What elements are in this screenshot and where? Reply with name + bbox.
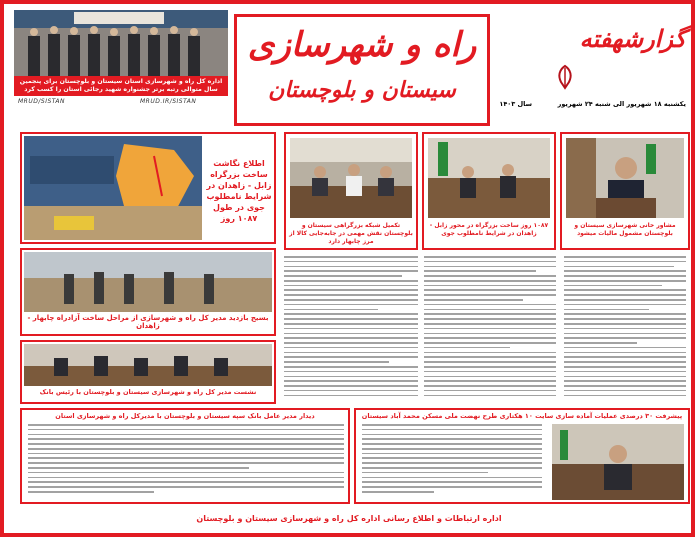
bank-meeting-photo <box>24 344 272 386</box>
story-card-2 <box>422 132 556 250</box>
report-label: گزارشهفته <box>579 24 686 53</box>
office-meeting-photo <box>290 138 412 218</box>
story-card-3 <box>284 132 418 250</box>
watermark-right: MRUD.IR/SISTAN <box>140 98 197 105</box>
site-inspection-photo <box>24 252 272 312</box>
map-infographic-title: اطلاع نگاشت ساخت بزرگراه زابل - زاهدان در شرایط نامطلوب جوی در طول ۱۰۸۷ روز <box>206 159 272 223</box>
banner-caption: اداره کل راه و شهرسازی استان سیستان و بلوچستان برای پنجمین سال متوالی رتبه برتر جشنواره شهید رجائی استان را کسب کرد <box>14 76 228 96</box>
meeting-room-photo <box>428 138 550 218</box>
bank-visit-body-text <box>28 424 344 502</box>
inspection-card <box>20 248 276 336</box>
emblem-icon <box>550 62 580 92</box>
story-card-1 <box>560 132 690 250</box>
story-caption-1: مشاور خانی شهرسازی سیستان و بلوچستان مشمول مالیات میشود <box>574 222 676 237</box>
bank-visit-story <box>20 408 350 504</box>
title-box <box>234 14 490 126</box>
title-subtitle: سیستان و بلوچستان <box>268 77 456 103</box>
inspection-caption: بسیج بازدید مدیر کل راه و شهرسازی از مراحل ساخت آزادراه چابهار - زاهدان <box>27 314 269 330</box>
column-2-body-text <box>424 256 556 406</box>
issue-year: سال ۱۴۰۳ <box>499 100 532 108</box>
column-1-body-text <box>564 256 686 406</box>
footer-credit: اداره ارتباطات و اطلاع رسانی اداره کل راه و شهرسازی سیستان و بلوچستان <box>196 514 502 523</box>
map-infographic <box>20 132 276 244</box>
watermark-left: MRUD/SISTAN <box>18 98 65 105</box>
highway-map-graphic <box>24 136 202 240</box>
housing-progress-body-text <box>362 424 542 502</box>
bank-meeting-caption: نشست مدیر کل راه و شهرسازی سیستان و بلوچستان با رئیس بانک <box>39 388 257 396</box>
column-3-body-text <box>284 256 418 406</box>
story-caption-3: تکمیل شبکه بزرگراهی سیستان و بلوچستان نقش مهمی در جابه‌جایی کالا از مرز چابهار دارد <box>289 222 413 245</box>
bank-visit-headline: دیدار مدیر عامل بانک سپه سیستان و بلوچستان با مدیرکل راه و شهرسازی استان <box>55 412 315 420</box>
story-caption-2: ۱۰۸۷ روز ساخت بزرگراه در محور زابل - زاهدان در شرایط نامطلوب جوی <box>429 222 549 237</box>
issue-date: یکشنبه ۱۸ شهریور الی شنبه ۲۴ شهریور <box>557 100 686 108</box>
housing-progress-story <box>354 408 690 504</box>
award-ceremony-photo <box>14 10 228 76</box>
bank-meeting-card <box>20 340 276 404</box>
housing-site-photo <box>552 424 684 500</box>
housing-progress-headline: پیشرفت ۳۰ درصدی عملیات آماده سازی سایت ۱۰ هکتاری طرح نهضت ملی مسکن محمد آباد سیستان <box>361 412 683 420</box>
top-banner <box>10 10 232 108</box>
official-portrait-photo <box>566 138 684 218</box>
title-main: راه و شهرسازی <box>247 25 477 65</box>
